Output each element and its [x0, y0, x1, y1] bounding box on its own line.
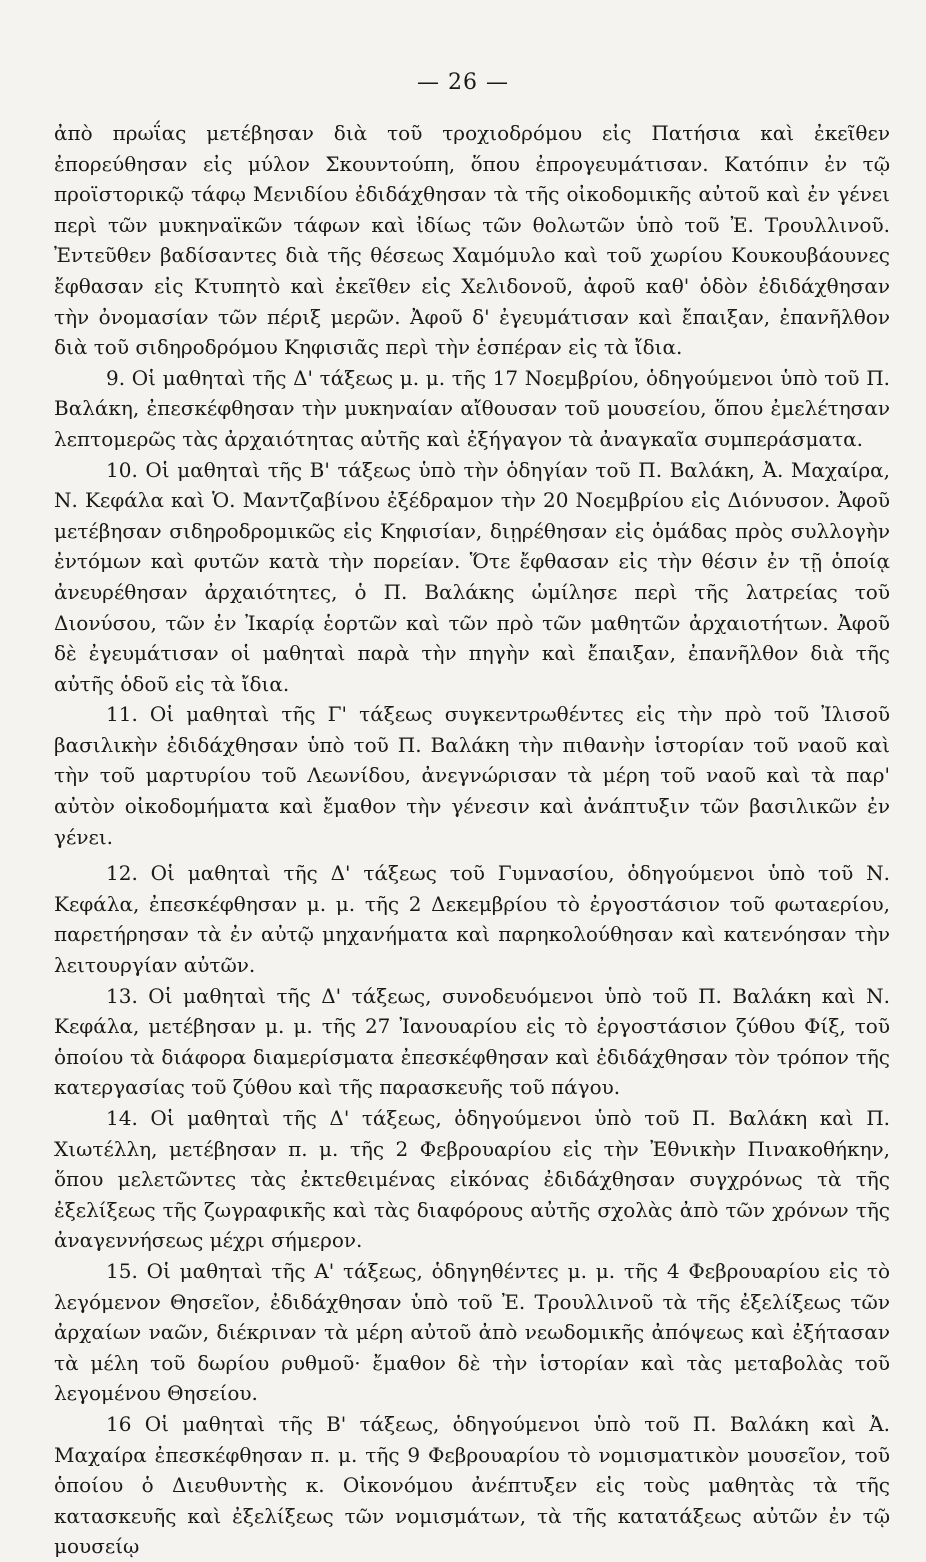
paragraph-continuation: ἀπὸ πρωΐας μετέβησαν διὰ τοῦ τροχιοδρόμου εἰς Πατήσια καὶ ἐκεῖθεν ἐπορεύθησαν εἰς μύλον Σκουντούπη, ὅπου ἐπρογευμάτισαν. Κατόπιν ἐν τῷ προϊστορικῷ τάφῳ Μενιδίου ἐδιδάχθησαν τὰ τῆς οἰκοδομικῆς αὐτοῦ καὶ ἐν γένει περὶ τῶν μυκηναϊκῶν τάφων καὶ ἰδίως τῶν θολωτῶν ὑπὸ τοῦ Ἐ. Τρουλλινοῦ. Ἐντεῦθεν βαδίσαντες διὰ τῆς θέσεως Χαμόμυλο καὶ τοῦ χωρίου Κουκουβάουνες ἔφθασαν εἰς Κτυπητὸ καὶ ἐκεῖθεν εἰς Χελιδονοῦ, ἀφοῦ καθ' ὁδὸν ἐδιδάχθησαν τὴν ὀνομασίαν τῶν πέριξ μερῶν. Ἀφοῦ δ' ἐγευμάτισαν καὶ ἔπαιξαν, ἐπανῆλθον διὰ τοῦ σιδηροδρόμου Κηφισιᾶς περὶ τὴν ἑσπέραν εἰς τὰ ἴδια. — [54, 121, 890, 360]
body-text — [54, 118, 890, 1562]
paragraph-9: 9. Οἱ μαθηταὶ τῆς Δ' τάξεως μ. μ. τῆς 17 Νοεμβρίου, ὁδηγούμενοι ὑπὸ τοῦ Π. Βαλάκη, ἐπεσκέφθησαν τὴν μυκηναίαν αἴθουσαν τοῦ μουσείου, ὅπου ἐμελέτησαν λεπτομερῶς τὰς ἀρχαιότητας αὐτῆς καὶ ἐξήγαγον τὰ ἀναγκαῖα συμπεράσματα. — [54, 365, 890, 451]
paragraph-16: 16 Οἱ μαθηταὶ τῆς Β' τάξεως, ὁδηγούμενοι ὑπὸ τοῦ Π. Βαλάκη καὶ Ἀ. Μαχαίρα ἐπεσκέφθησαν π. μ. τῆς 9 Φεβρουαρίου τὸ νομισματικὸν μουσεῖον, τοῦ ὁποίου ὁ Διευθυντὴς κ. Οἰκονόμου ἀνέπτυξεν εἰς τοὺς μαθητὰς τὰ τῆς κατασκευῆς καὶ ἐξελίξεως τῶν νομισμάτων, τὰ τῆς κατατάξεως αὐτῶν ἐν τῷ μουσείῳ — [54, 1411, 890, 1559]
paragraph-12: 12. Οἱ μαθηταὶ τῆς Δ' τάξεως τοῦ Γυμνασίου, ὁδηγούμενοι ὑπὸ τοῦ Ν. Κεφάλα, ἐπεσκέφθησαν μ. μ. τῆς 2 Δεκεμβρίου τὸ ἐργοστάσιον τοῦ φωταερίου, παρετήρησαν τὰ ἐν αὐτῷ μηχανήματα καὶ παρηκολούθησαν καὶ κατενόησαν τὴν λειτουργίαν αὐτῶν. — [54, 861, 890, 978]
page-number: — 26 — — [417, 70, 509, 95]
paragraph-10: 10. Οἱ μαθηταὶ τῆς Β' τάξεως ὑπὸ τὴν ὁδηγίαν τοῦ Π. Βαλάκη, Ἀ. Μαχαίρα, Ν. Κεφάλα καὶ Ὁ. Μαντζαβίνου ἐξέδραμον τὴν 20 Νοεμβρίου εἰς Διόνυσον. Ἀφοῦ μετέβησαν σιδηροδρομικῶς εἰς Κηφισίαν, διῃρέθησαν εἰς ὁμάδας πρὸς συλλογὴν ἐντόμων καὶ φυτῶν κατὰ τὴν πορείαν. Ὅτε ἔφθασαν εἰς τὴν θέσιν ἐν τῇ ὁποίᾳ ἀνευρέθησαν ἀρχαιότητες, ὁ Π. Βαλάκης ὡμίλησε περὶ τῆς λατρείας τοῦ Διονύσου, τῶν ἐν Ἰκαρίᾳ ἑορτῶν καὶ τῶν πρὸ τῶν μαθητῶν ἀρχαιοτήτων. Ἀφοῦ δὲ ἐγευμάτισαν οἱ μαθηταὶ παρὰ τὴν πηγὴν καὶ ἔπαιξαν, ἐπανῆλθον διὰ τῆς αὐτῆς ὁδοῦ εἰς τὰ ἴδια. — [54, 457, 890, 696]
paragraph-14: 14. Οἱ μαθηταὶ τῆς Δ' τάξεως, ὁδηγούμενοι ὑπὸ τοῦ Π. Βαλάκη καὶ Π. Χιωτέλλη, μετέβησαν π. μ. τῆς 2 Φεβρουαρίου εἰς τὴν Ἐθνικὴν Πινακοθήκην, ὅπου μελετῶντες τὰς ἐκτεθειμένας εἰκόνας ἐδιδάχθησαν συγχρόνως τὰ τῆς ἐξελίξεως τῆς ζωγραφικῆς καὶ τὰς διαφόρους αὐτῆς σχολὰς ἀπὸ τῶν χρόνων τῆς ἀναγεννήσεως μέχρι σήμερον. — [54, 1106, 890, 1253]
paragraph-11: 11. Οἱ μαθηταὶ τῆς Γ' τάξεως συγκεντρωθέντες εἰς τὴν πρὸ τοῦ Ἰλισοῦ βασιλικὴν ἐδιδάχθησαν ὑπὸ τοῦ Π. Βαλάκη τὴν πιθανὴν ἱστορίαν τοῦ ναοῦ καὶ τὴν τοῦ μαρτυρίου τοῦ Λεωνίδου, ἀνεγνώρισαν τὰ μέρη τοῦ ναοῦ καὶ τὰ παρ' αὐτὸν οἰκοδομήματα καὶ ἔμαθον τὴν γένεσιν καὶ ἀνάπτυξιν τῶν βασιλικῶν ἐν γένει. — [54, 702, 890, 849]
paragraph-13: 13. Οἱ μαθηταὶ τῆς Δ' τάξεως, συνοδευόμενοι ὑπὸ τοῦ Π. Βαλάκη καὶ Ν. Κεφάλα, μετέβησαν μ. μ. τῆς 27 Ἰανουαρίου εἰς τὸ ἐργοστάσιον ζύθου Φίξ, τοῦ ὁποίου τὰ διάφορα διαμερίσματα ἐπεσκέφθησαν καὶ ἐδιδάχθησαν τὸν τρόπον τῆς κατεργασίας τοῦ ζύθου καὶ τῆς παρασκευῆς τοῦ πάγου. — [54, 983, 890, 1100]
paragraph-15: 15. Οἱ μαθηταὶ τῆς Α' τάξεως, ὁδηγηθέντες μ. μ. τῆς 4 Φεβρουαρίου εἰς τὸ λεγόμενον Θησεῖον, ἐδιδάχθησαν ὑπὸ τοῦ Ἐ. Τρουλλινοῦ τὰ τῆς ἐξελίξεως τῶν ἀρχαίων ναῶν, διέκριναν τὰ μέρη αὐτοῦ ἀπὸ νεωδομικῆς ἀπόψεως καὶ ἐξήτασαν τὰ μέλη τοῦ δωρίου ρυθμοῦ· ἔμαθον δὲ τὴν ἱστορίαν καὶ τὰς μεταβολὰς τοῦ λεγομένου Θησείου. — [54, 1258, 890, 1406]
